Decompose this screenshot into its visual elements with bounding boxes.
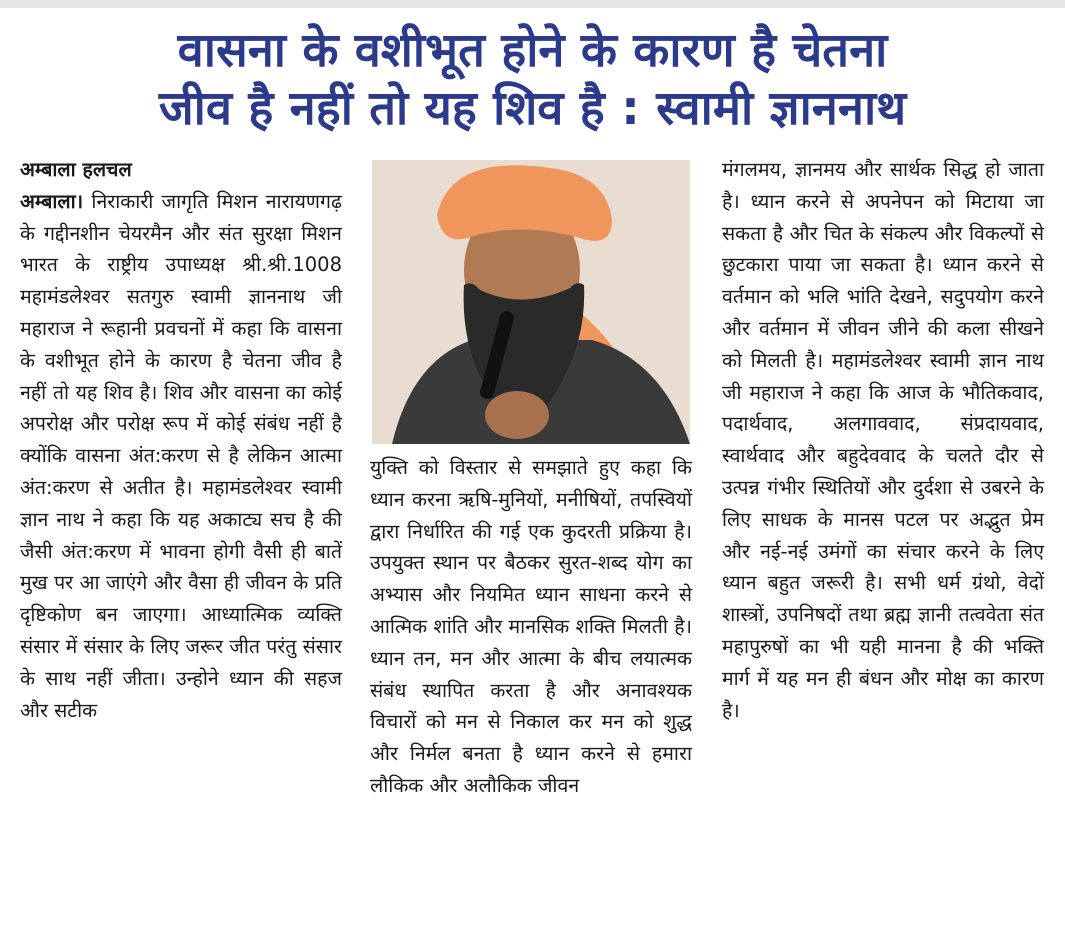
byline: अम्बाला हलचल xyxy=(20,158,132,181)
column-1-text: निराकारी जागृति मिशन नारायणगढ़ के गद्दीनशीन चेयरमैन और संत सुरक्षा मिशन भारत के राष्ट्रीय उपाध्यक्ष श्री.श्री.1008 महामंडलेश्वर सतगुरु स्वामी ज्ञाननाथ जी महाराज ने रूहानी प्रवचनों में कहा कि वासना के वशीभूत होने के कारण है चेतना जीव है नहीं तो यह शिव है। शिव और वासना का कोई अपरोक्ष और परोक्ष रूप में कोई संबंध नहीं है क्योंकि वासना अंत:करण से है लेकिन आत्मा अंत:करण से अतीत है। महामंडलेश्वर स्वामी ज्ञान नाथ ने कहा कि यह अकाट्य सच है की जैसी अंत:करण में भावना होगी वैसी ही बातें मुख पर आ जाएंगे और वैसा ही जीवन के प्रति दृष्टिकोण बन जाएगा। आध्यात्मिक व्यक्ति संसार में संसार के लिए जरूर जीत परंतु संसार के साथ नहीं जीता। उन्होने ध्यान की सहज और सटीक xyxy=(20,189,342,722)
headline xyxy=(0,22,1065,138)
top-strip xyxy=(0,0,1065,8)
article-column-1 xyxy=(20,154,342,726)
speaker-photo xyxy=(372,160,690,444)
column-2-text: युक्ति को विस्तार से समझाते हुए कहा कि ध्यान करना ऋषि-मुनियों, मनीषियों, तपस्वियों द्वारा निर्धारित की गई एक कुदरती प्रक्रिया है। उपयुक्त स्थान पर बैठकर सुरत-शब्द योग का अभ्यास और नियमित ध्यान साधना करने से आत्मिक शांति और मानसिक शक्ति मिलती है। ध्यान तन, मन और आत्मा के बीच लयात्मक संबंध स्थापित करता है और अनावश्यक विचारों को मन से निकाल कर मन को शुद्ध और निर्मल बनता है ध्यान करने से हमारा लौकिक और अलौकिक जीवन xyxy=(370,456,692,797)
headline-line-2: जीव है नहीं तो यह शिव है : स्वामी ज्ञाननाथ xyxy=(158,81,907,136)
column-3-text: मंगलमय, ज्ञानमय और सार्थक सिद्ध हो जाता है। ध्यान करने से अपनेपन को मिटाया जा सकता है और चित के संकल्प और विकल्पों से छुटकारा पाया जा सकता है। ध्यान करने से वर्तमान को भलि भांति देखने, सदुपयोग करने और वर्तमान में जीवन जीने की कला सीखने को मिलती है। महामंडलेश्वर स्वामी ज्ञान नाथ जी महाराज ने कहा कि आज के भौतिकवाद, पदार्थवाद, अलगाववाद, संप्रदायवाद, स्वार्थवाद और बहुदेववाद के चलते दौर से उत्पन्न गंभीर स्थितियों और दुर्दशा से उबरने के लिए साधक के मानस पटल पर अद्भुत प्रेम और नई-नई उमंगों का संचार करने के लिए ध्यान बहुत जरूरी है। सभी धर्म ग्रंथो, वेदों शास्त्रों, उपनिषदों तथा ब्रह्म ज्ञानी तत्ववेता संत महापुरुषों का भी यही मानना है की भक्ति मार्ग में यह मन ही बंधन और मोक्ष का कारण है। xyxy=(722,158,1044,722)
speaker-illustration xyxy=(372,160,690,444)
headline-line-1: वासना के वशीभूत होने के कारण है चेतना xyxy=(177,23,888,78)
column-1-paragraph xyxy=(20,186,342,727)
article-column-2 xyxy=(370,452,692,802)
article-column-3 xyxy=(722,154,1044,726)
dateline: अम्बाला। xyxy=(20,189,84,213)
hand xyxy=(485,391,549,439)
